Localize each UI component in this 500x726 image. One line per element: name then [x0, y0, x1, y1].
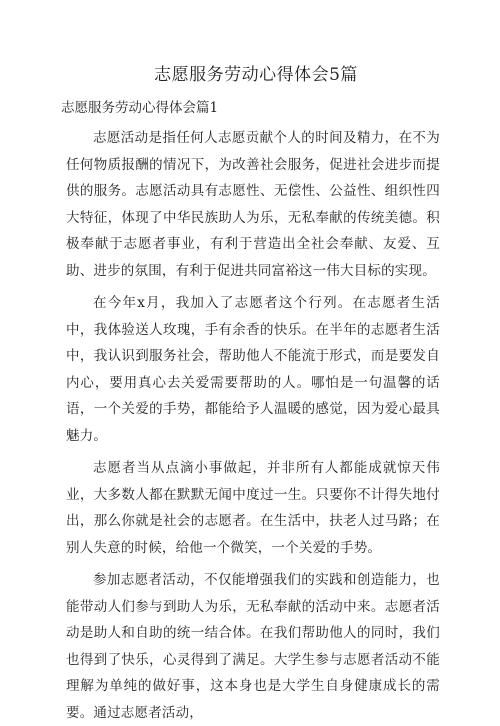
paragraph-2: 在今年x月，我加入了志愿者这个行列。在志愿者生活中，我体验送人玫瑰，手有余香的快乐。在半年的志愿者生活中，我认识到服务社会，帮助他人不能流于形式，而是要发自内心，要用真心去关爱需要帮助的人。哪怕是一句温馨的话语，一个关爱的手势，都能给予人温暖的感觉，因为爱心最具魅力。	[66, 295, 440, 444]
section-heading: 志愿服务劳动心得体会篇1	[61, 100, 219, 116]
paragraph-1: 志愿活动是指任何人志愿贡献个人的时间及精力，在不为任何物质报酬的情况下，为改善社会服务，促进社会进步而提供的服务。志愿活动具有志愿性、无偿性、公益性、组织性四大特征，体现了中华民族助人为乐，无私奉献的传统美德。积极奉献于志愿者事业，有利于营造出全社会奉献、友爱、互助、进步的氛围，有利于促进共同富裕这一伟大目标的实现。	[66, 130, 440, 279]
paragraph-4: 参加志愿者活动，不仅能增强我们的实践和创造能力，也能带动人们参与到助人为乐，无私奉献的活动中来。志愿者活动是助人和自助的统一结合体。在我们帮助他人的同时，我们也得到了快乐，心灵得到了满足。大学生参与志愿者活动不能理解为单纯的做好事，这本身也是大学生自身健康成长的需要。通过志愿者活动，	[66, 572, 440, 721]
document-title: 志愿服务劳动心得体会5篇	[154, 65, 358, 85]
paragraph-3: 志愿者当从点滴小事做起，并非所有人都能成就惊天伟业，大多数人都在默默无闻中度过一生。只要你不计得失地付出，那么你就是社会的志愿者。在生活中，扶老人过马路；在别人失意的时候，给他一个微笑，一个关爱的手势。	[66, 460, 440, 556]
